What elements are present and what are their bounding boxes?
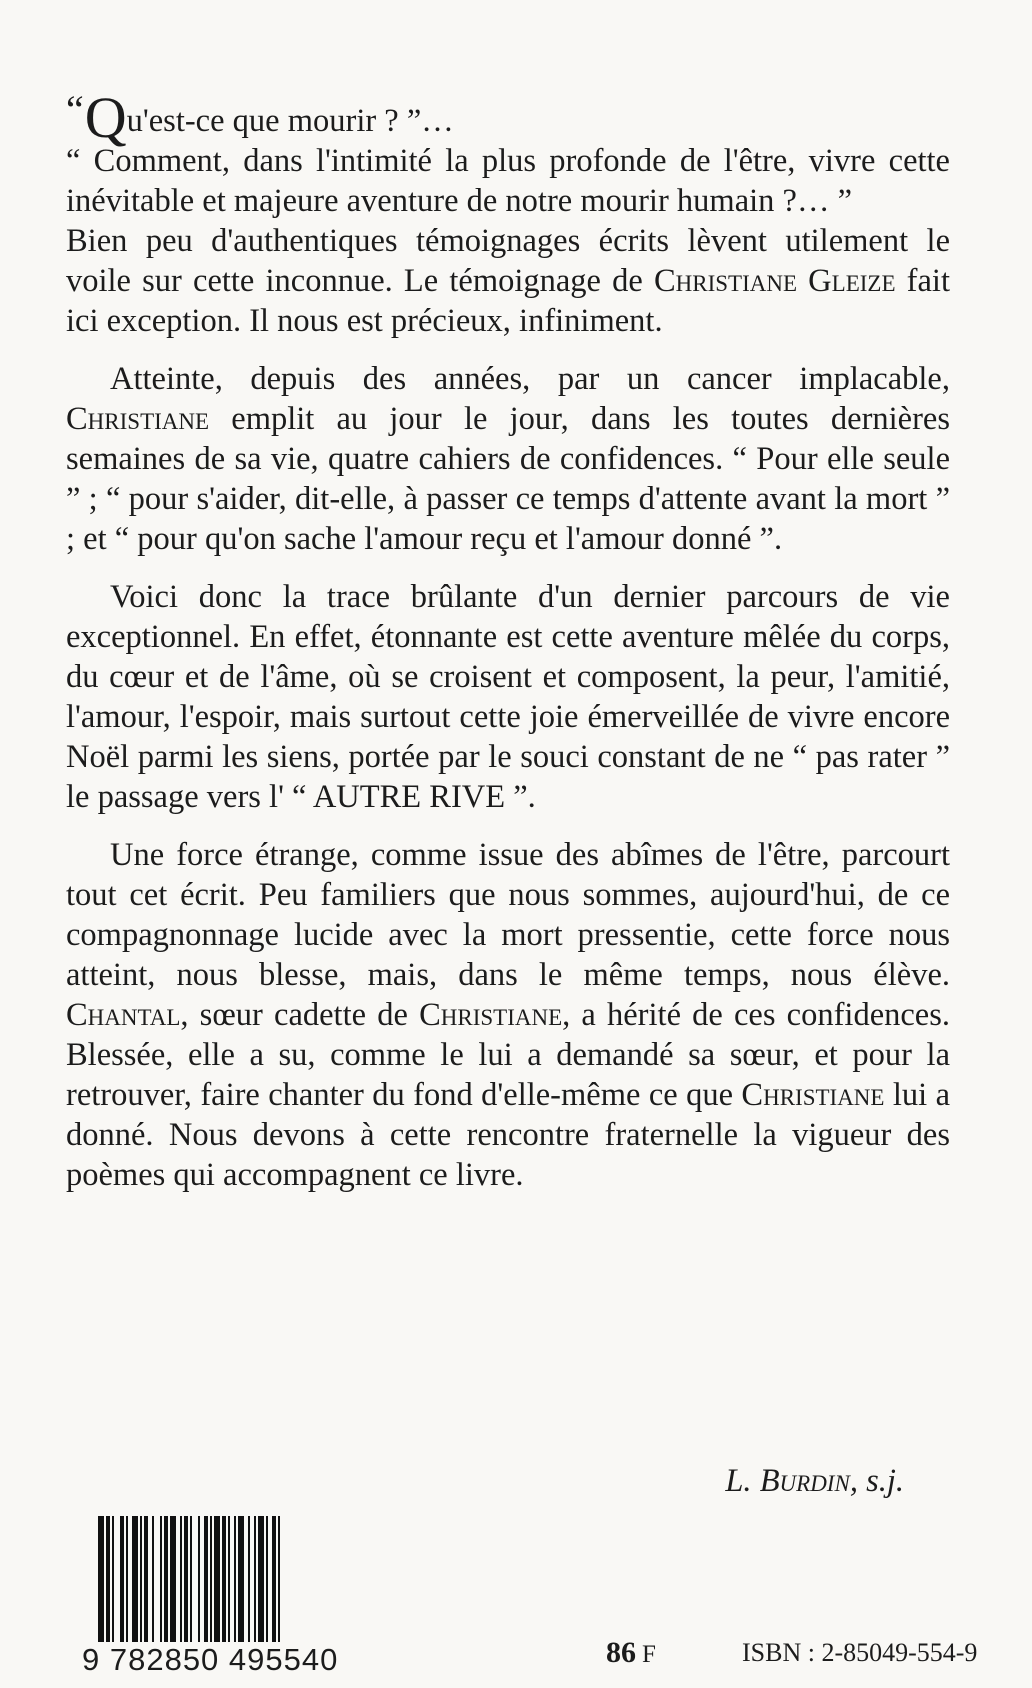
barcode-bar xyxy=(164,1516,168,1644)
paragraph-4 xyxy=(66,835,950,1195)
barcode-bar xyxy=(120,1516,124,1644)
open-quote-mark: “ xyxy=(66,87,84,132)
barcode-bar xyxy=(266,1516,268,1644)
intro-quote: “ Comment, dans l'intimité la plus profonde de l'être, vivre cette inévitable et majeure aventure de notre mourir humain ?… ” xyxy=(66,143,950,219)
signature xyxy=(725,1463,904,1500)
author-first-name: Christiane xyxy=(741,1077,885,1113)
price-unit: F xyxy=(642,1641,656,1668)
paragraph-2 xyxy=(66,359,950,559)
barcode-bar xyxy=(152,1516,154,1644)
signature-name: Burdin xyxy=(759,1463,850,1499)
barcode-bar xyxy=(228,1516,230,1644)
barcode-bar xyxy=(144,1516,148,1644)
barcode-bar xyxy=(126,1516,128,1644)
paragraph-4-text-end: lui a donné. Nous devons à cette rencontre fraternelle la vigueur des poèmes qui accompagnent ce livre. xyxy=(66,1077,951,1193)
barcode-bar xyxy=(248,1516,250,1644)
barcode xyxy=(82,1516,346,1676)
signature-suffix: , s.j. xyxy=(849,1463,904,1499)
paragraph-4-text: Une force étrange, comme issue des abîmes de l'être, parcourt tout cet écrit. Peu familiers que nous sommes, aujourd'hui, de ce compagnonnage lucide avec la mort pressentie, cette force nous atteint, nous blesse, mais, dans le même temps, nous élève. xyxy=(66,837,950,993)
author-name: Christiane Gleize xyxy=(653,263,896,299)
sister-name: Chantal xyxy=(66,997,181,1033)
barcode-bar xyxy=(170,1516,176,1644)
author-first-name: Christiane xyxy=(66,401,210,437)
barcode-bar xyxy=(234,1516,236,1644)
signature-initial: L. xyxy=(725,1463,760,1499)
paragraph-intro xyxy=(66,85,950,341)
intro-body: Bien peu d'authentiques témoignages écrits lèvent utilement le voile sur cette inconnue. Le témoignage de xyxy=(66,223,950,299)
barcode-bar xyxy=(210,1516,212,1644)
paragraph-4-text-3: , a hérité de ces confidences. Blessée, elle a su, comme le lui a demandé sa sœur, et pour la retrouver, faire chanter du fond d'elle-même ce que xyxy=(66,997,950,1113)
barcode-bar xyxy=(140,1516,142,1644)
barcode-bar xyxy=(180,1516,182,1644)
paragraph-2-text: Atteinte, depuis des années, par un cancer implacable, xyxy=(110,361,950,397)
drop-cap: Q xyxy=(84,85,127,150)
paragraph-3-text: Voici donc la trace brûlante d'un dernier parcours de vie exceptionnel. En effet, étonnante est cette aventure mêlée du corps, du cœur et de l'âme, où se croisent et composent, la peur, l'amitié, l'amour, l'espoir, mais surtout cette joie émerveillée de vivre encore Noël parmi les siens, portée par le souci constant de ne “ pas rater ” le passage vers l' “ AUTRE RIVE ”. xyxy=(66,579,950,815)
barcode-bar xyxy=(132,1516,138,1644)
barcode-bar xyxy=(258,1516,264,1644)
barcode-bar xyxy=(254,1516,256,1644)
author-first-name: Christiane xyxy=(419,997,563,1033)
price xyxy=(606,1636,656,1670)
isbn: ISBN : 2-85049-554-9 xyxy=(742,1638,978,1667)
back-cover-text xyxy=(66,85,951,1195)
intro-body-end: fait ici exception. Il nous est précieux, infiniment. xyxy=(66,263,950,339)
barcode-bar xyxy=(214,1516,220,1644)
barcode-bar xyxy=(238,1516,244,1644)
barcode-bar xyxy=(160,1516,162,1644)
paragraph-3 xyxy=(66,577,950,817)
barcode-bar xyxy=(184,1516,188,1644)
barcode-bar xyxy=(272,1516,276,1644)
paragraph-2-text-end: emplit au jour le jour, dans les toutes dernières semaines de sa vie, quatre cahiers de confidences. “ Pour elle seule ” ; “ pour s'aider, dit-elle, à passer ce temps d'attente avant la mort ” ; et “ pour qu'on sache l'amour reçu et l'amour donné ”. xyxy=(66,401,950,557)
paragraph-4-text-2: , sœur cadette de xyxy=(180,997,420,1033)
intro-question: u'est-ce que mourir ? ”… xyxy=(126,103,454,139)
barcode-digits: 9 782850 495540 xyxy=(82,1642,346,1678)
price-amount: 86 xyxy=(606,1636,636,1669)
barcode-bar xyxy=(112,1516,114,1644)
barcode-bar xyxy=(204,1516,208,1644)
barcode-bar xyxy=(222,1516,226,1644)
